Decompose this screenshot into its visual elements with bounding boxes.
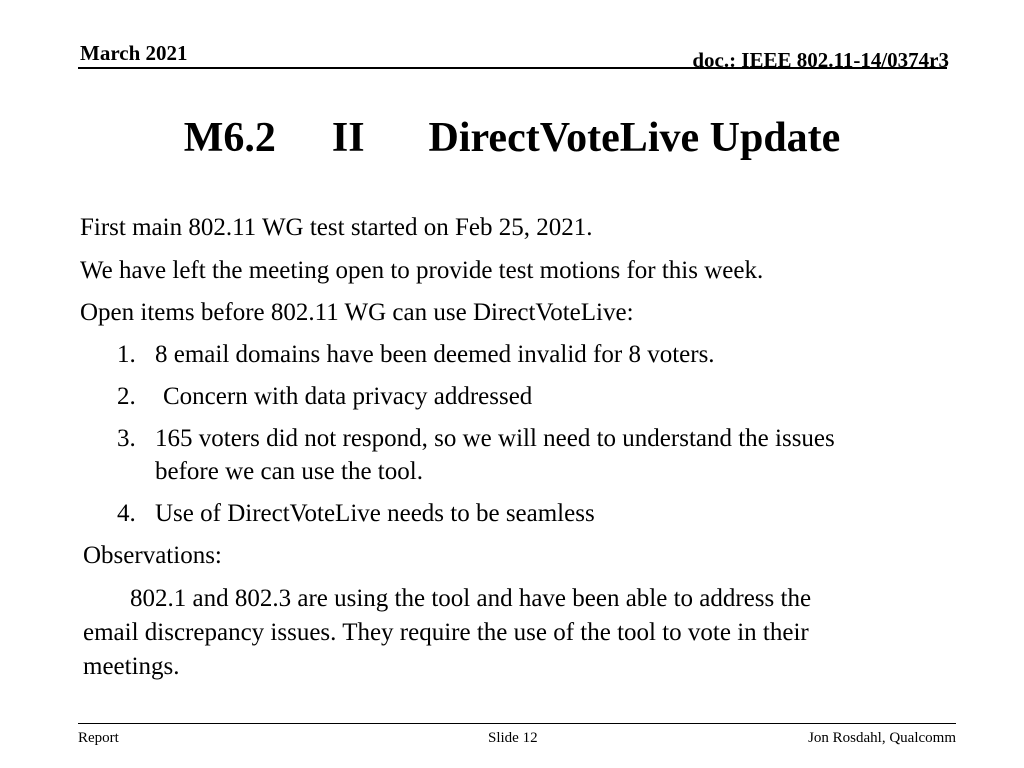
body-line-2: We have left the meeting open to provide test motions for this week. — [80, 257, 764, 284]
numbered-item-4 — [117, 497, 957, 530]
body-line-1: First main 802.11 WG test started on Feb 25, 2021. — [80, 214, 593, 241]
item-text: Concern with data privacy addressed — [163, 383, 533, 410]
item-number: 2. — [117, 383, 136, 410]
numbered-item-1 — [117, 338, 957, 371]
title-number: M6.2 — [183, 115, 276, 161]
item-text: 8 email domains have been deemed invalid for 8 voters. — [155, 341, 715, 368]
header-doc-id: doc.: IEEE 802.11-14/0374r3 — [692, 48, 949, 72]
item-text: Use of DirectVoteLive needs to be seamless — [155, 500, 595, 527]
body-line-3: Open items before 802.11 WG can use DirectVoteLive: — [80, 299, 634, 326]
footer-slide-number: Slide 12 — [488, 730, 538, 746]
item-number: 1. — [117, 341, 136, 368]
item-number: 4. — [117, 500, 136, 527]
footer-left: Report — [78, 730, 119, 746]
observations-label: Observations: — [83, 542, 222, 569]
observation-line-2: email discrepancy issues. They require the use of the tool to vote in their — [83, 619, 809, 646]
header-date: March 2021 — [80, 41, 188, 65]
observation-line-3: meetings. — [83, 653, 180, 680]
item-text-continued: before we can use the tool. — [155, 458, 423, 485]
title-text: DirectVoteLive Update — [428, 115, 841, 161]
header-rule — [78, 67, 947, 69]
slide-title — [0, 112, 1024, 164]
footer-rule — [78, 723, 956, 724]
item-text: 165 voters did not respond, so we will need to understand the issues — [155, 425, 835, 452]
item-number: 3. — [117, 425, 136, 452]
footer-author: Jon Rosdahl, Qualcomm — [808, 730, 956, 746]
numbered-item-2 — [117, 380, 957, 413]
title-roman: II — [331, 115, 365, 161]
observation-line-1: 802.1 and 802.3 are using the tool and have been able to address the — [130, 585, 812, 612]
numbered-item-3 — [117, 422, 957, 488]
